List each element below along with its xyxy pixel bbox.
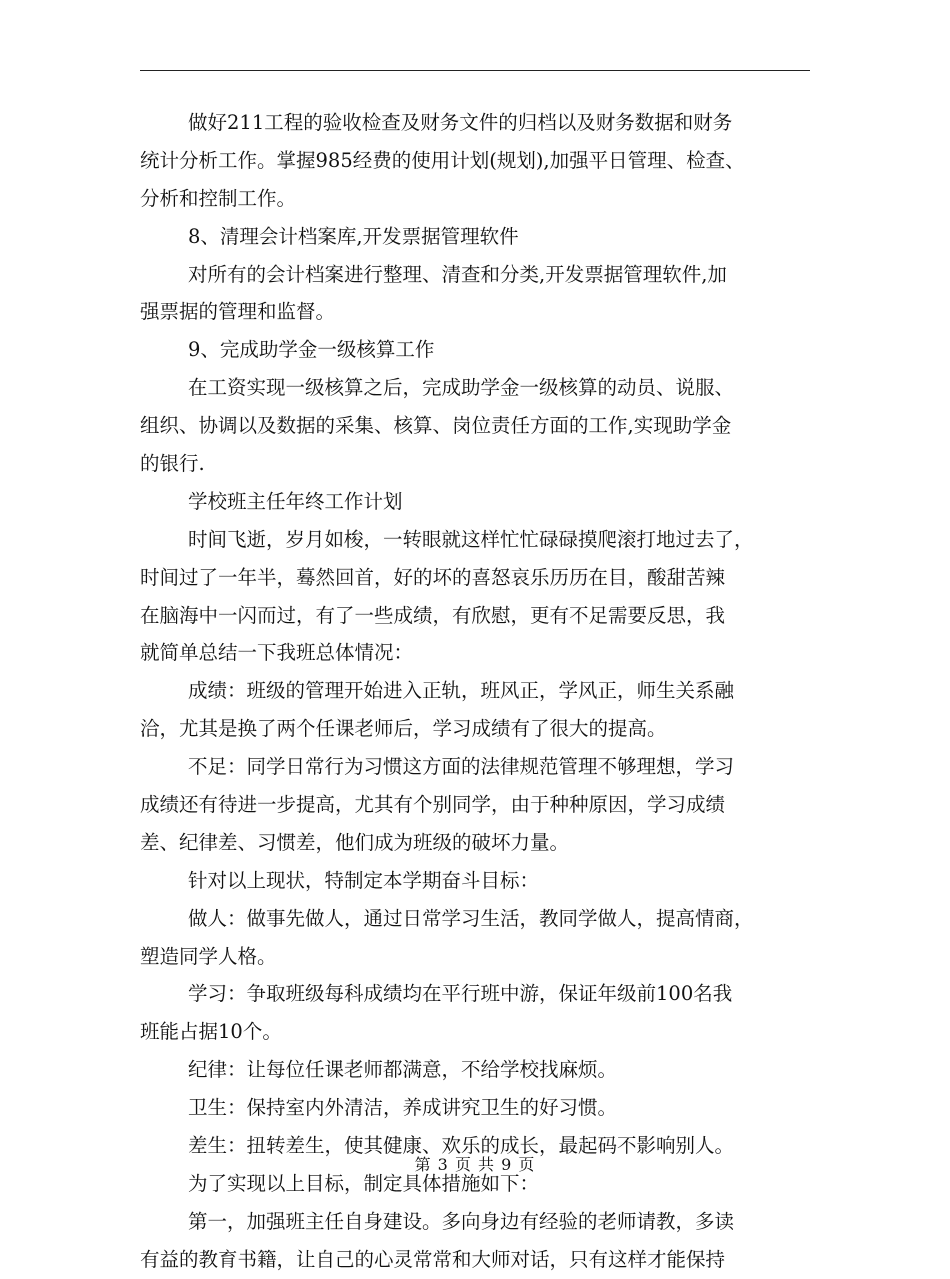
- text-line: 9、完成助学金一级核算工作: [188, 338, 435, 362]
- text-line: 组织、协调以及数据的采集、核算、岗位责任方面的工作,实现助学金: [140, 414, 732, 438]
- text-line: 时间飞逝，岁月如梭，一转眼就这样忙忙碌碌摸爬滚打地过去了，: [188, 527, 754, 551]
- text-line: 班能占据10个。: [140, 1020, 282, 1044]
- text-line: 统计分析工作。掌握985经费的使用计划(规划),加强平日管理、检查、: [140, 148, 745, 172]
- text-line: 成绩：班级的管理开始进入正轨，班风正，学风正，师生关系融: [188, 679, 735, 703]
- text-line: 差生：扭转差生，使其健康、欢乐的成长，最起码不影响别人。: [188, 1134, 735, 1158]
- text-line: 针对以上现状，特制定本学期奋斗目标：: [188, 868, 540, 892]
- text-line: 在工资实现一级核算之后，完成助学金一级核算的动员、说服、: [188, 376, 735, 400]
- text-line: 学习：争取班级每科成绩均在平行班中游，保证年级前100名我: [188, 982, 733, 1006]
- text-line: 为了实现以上目标，制定具体措施如下：: [188, 1171, 540, 1195]
- text-line: 成绩还有待进一步提高，尤其有个别同学，由于种种原因，学习成绩: [140, 793, 726, 817]
- text-line: 在脑海中一闪而过，有了一些成绩，有欣慰，更有不足需要反思，我: [140, 603, 726, 627]
- text-line: 分析和控制工作。: [140, 186, 297, 210]
- text-line: 有益的教育书籍，让自己的心灵常常和大师对话，只有这样才能保持: [140, 1247, 726, 1271]
- text-line: 强票据的管理和监督。: [140, 300, 336, 324]
- text-line: 洽，尤其是换了两个任课老师后，学习成绩有了很大的提高。: [140, 717, 667, 741]
- text-line: 纪律：让每位任课老师都满意，不给学校找麻烦。: [188, 1058, 618, 1082]
- text-line: 的银行.: [140, 452, 205, 476]
- text-line: 塑造同学人格。: [140, 944, 277, 968]
- page-footer: 第 3 页 共 9 页: [414, 1155, 536, 1174]
- text-line: 时间过了一年半，蓦然回首，好的坏的喜怒哀乐历历在目，酸甜苦辣: [140, 565, 726, 589]
- text-line: 差、纪律差、习惯差，他们成为班级的破坏力量。: [140, 830, 570, 854]
- text-line: 第一，加强班主任自身建设。多向身边有经验的老师请教，多读: [188, 1209, 735, 1233]
- text-line: 做好211工程的验收检查及财务文件的归档以及财务数据和财务: [188, 111, 733, 134]
- text-line: 做人：做事先做人，通过日常学习生活，教同学做人，提高情商，: [188, 906, 754, 930]
- text-line: 学校班主任年终工作计划: [188, 489, 403, 513]
- text-line: 就简单总结一下我班总体情况：: [140, 641, 414, 665]
- document-body: [140, 104, 820, 1279]
- text-line: 不足：同学日常行为习惯这方面的法律规范管理不够理想，学习: [188, 755, 735, 779]
- text-line: 卫生：保持室内外清洁，养成讲究卫生的好习惯。: [188, 1096, 618, 1120]
- text-line: 8、清理会计档案库,开发票据管理软件: [188, 224, 519, 248]
- text-line: 对所有的会计档案进行整理、清查和分类,开发票据管理软件,加: [188, 262, 727, 286]
- header-rule: [140, 70, 810, 71]
